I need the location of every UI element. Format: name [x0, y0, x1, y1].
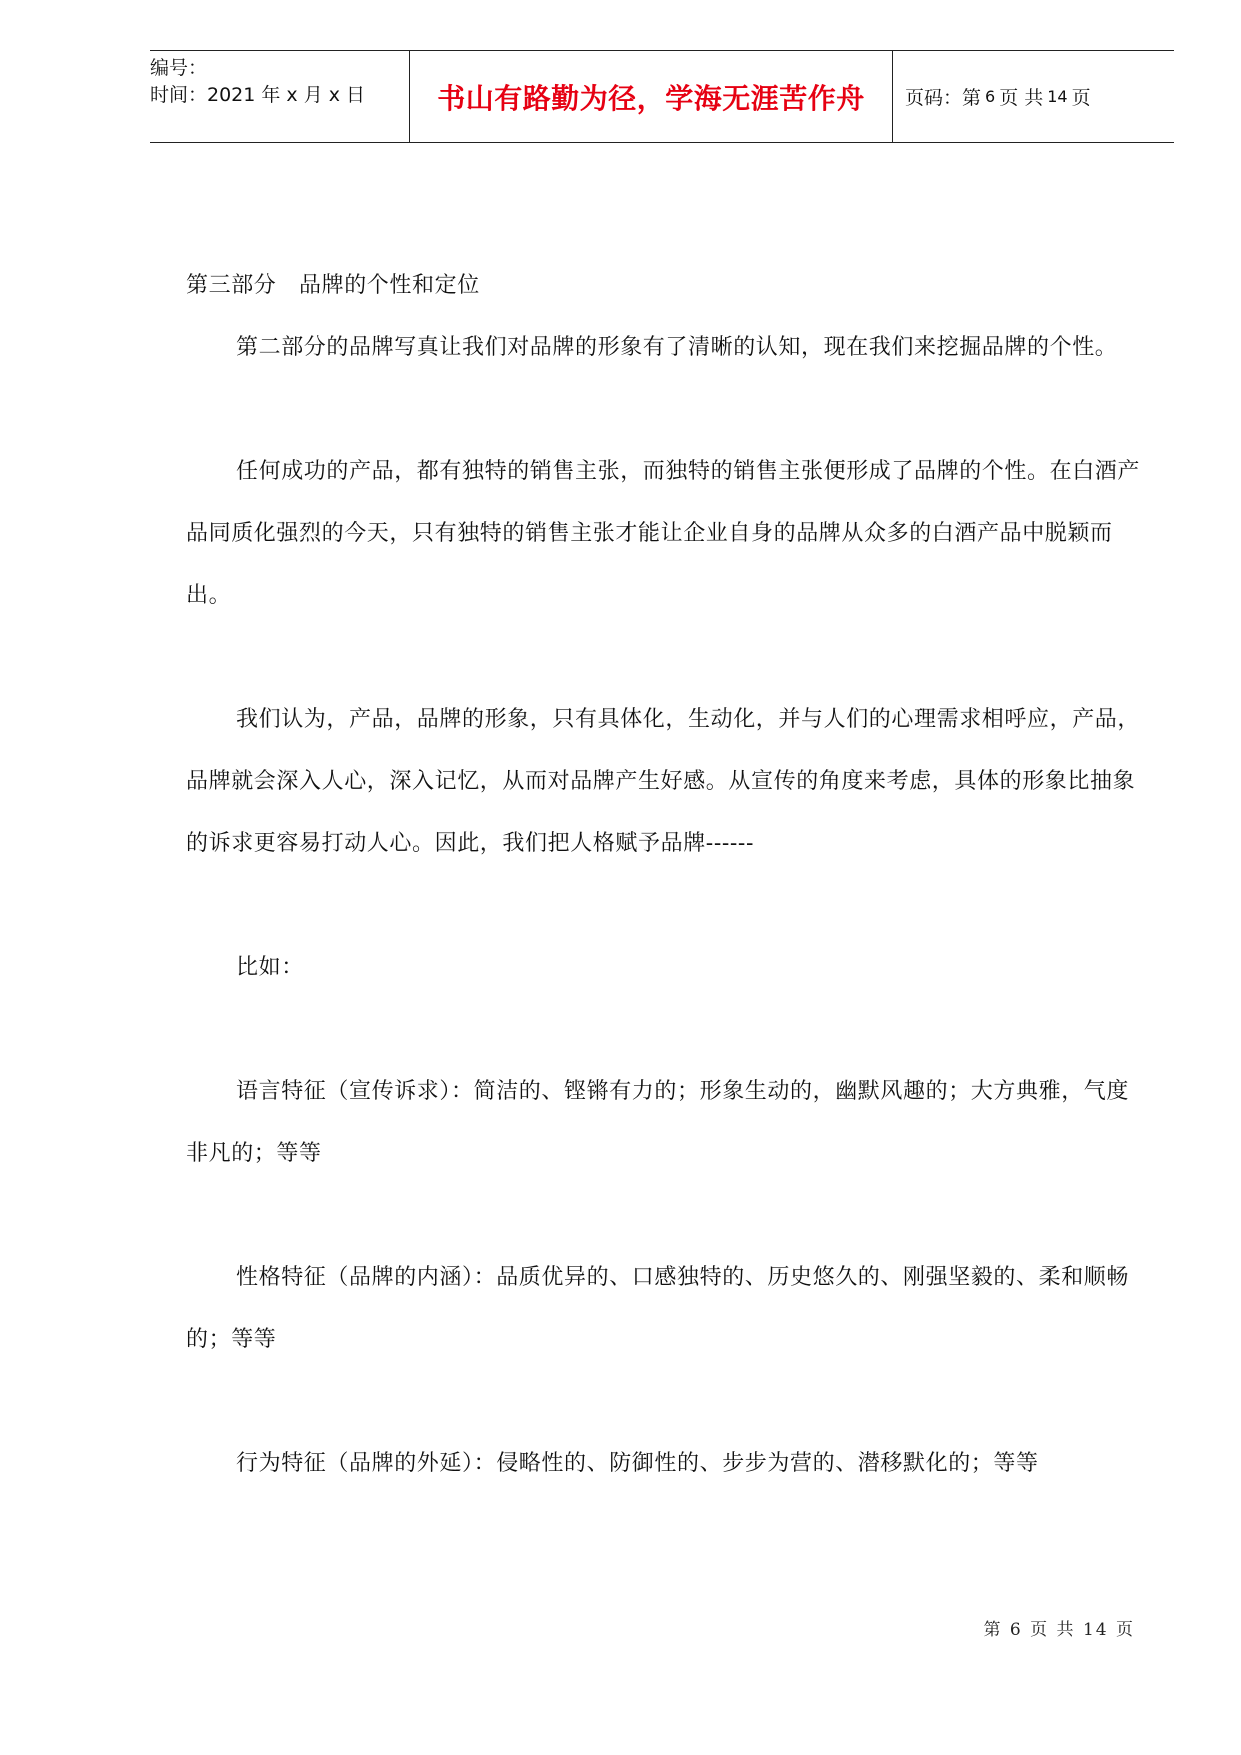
- header-motto-cell: [409, 51, 893, 142]
- paragraph-spacer: [186, 627, 1146, 689]
- paragraph: 第二部分的品牌写真让我们对品牌的形象有了清晰的认知，现在我们来挖掘品牌的个性。: [236, 335, 1118, 360]
- document-time: 时间：2021 年 x 月 x 日: [150, 84, 366, 106]
- paragraph: 比如：: [236, 955, 304, 980]
- paragraph: 任何成功的产品，都有独特的销售主张，而独特的销售主张便形成了品牌的个性。在白酒产品同质化强烈的今天，只有独特的销售主张才能让企业自身的品牌从众多的白酒产品中脱颖而出。: [186, 459, 1141, 608]
- paragraph-spacer: [186, 875, 1146, 937]
- paragraph-spacer: [186, 1185, 1146, 1247]
- page-suffix: 页: [1071, 87, 1091, 109]
- paragraph: 我们认为，产品，品牌的形象，只有具体化，生动化，并与人们的心理需求相呼应，产品，品牌就会深入人心，深入记忆，从而对品牌产生好感。从宣传的角度来考虑，具体的形象比抽象的诉求更容易打动人心。因此，我们把人格赋予品牌------: [186, 707, 1141, 856]
- document-number-label: 编号：: [150, 57, 208, 79]
- paragraph: 行为特征（品牌的外延）：侵略性的、防御性的、步步为营的、潜移默化的；等等: [236, 1451, 1039, 1476]
- document-body: [186, 255, 1146, 1495]
- page-total: 14: [1047, 87, 1068, 106]
- paragraph: 性格特征（品牌的内涵）：品质优异的、口感独特的、历史悠久的、刚强坚毅的、柔和顺畅的；等等: [186, 1265, 1130, 1352]
- paragraph-spacer: [186, 379, 1146, 441]
- section-title: 第三部分 品牌的个性和定位: [186, 273, 480, 298]
- header-motto: 书山有路勤为径，学海无涯苦作舟: [437, 81, 865, 115]
- page-mid: 页 共: [999, 87, 1044, 109]
- paragraph: 语言特征（宣传诉求）：简洁的、铿锵有力的；形象生动的，幽默风趣的；大方典雅，气度非凡的；等等: [186, 1079, 1130, 1166]
- header-meta: [150, 51, 409, 142]
- page-footer: 第 6 页 共 14 页: [983, 1620, 1135, 1640]
- paragraph-spacer: [186, 999, 1146, 1061]
- page-current: 6: [985, 87, 996, 106]
- page-header: [150, 50, 1174, 143]
- header-page-info: [893, 51, 1174, 142]
- page-prefix: 页码：第: [905, 87, 982, 109]
- paragraph-spacer: [186, 1371, 1146, 1433]
